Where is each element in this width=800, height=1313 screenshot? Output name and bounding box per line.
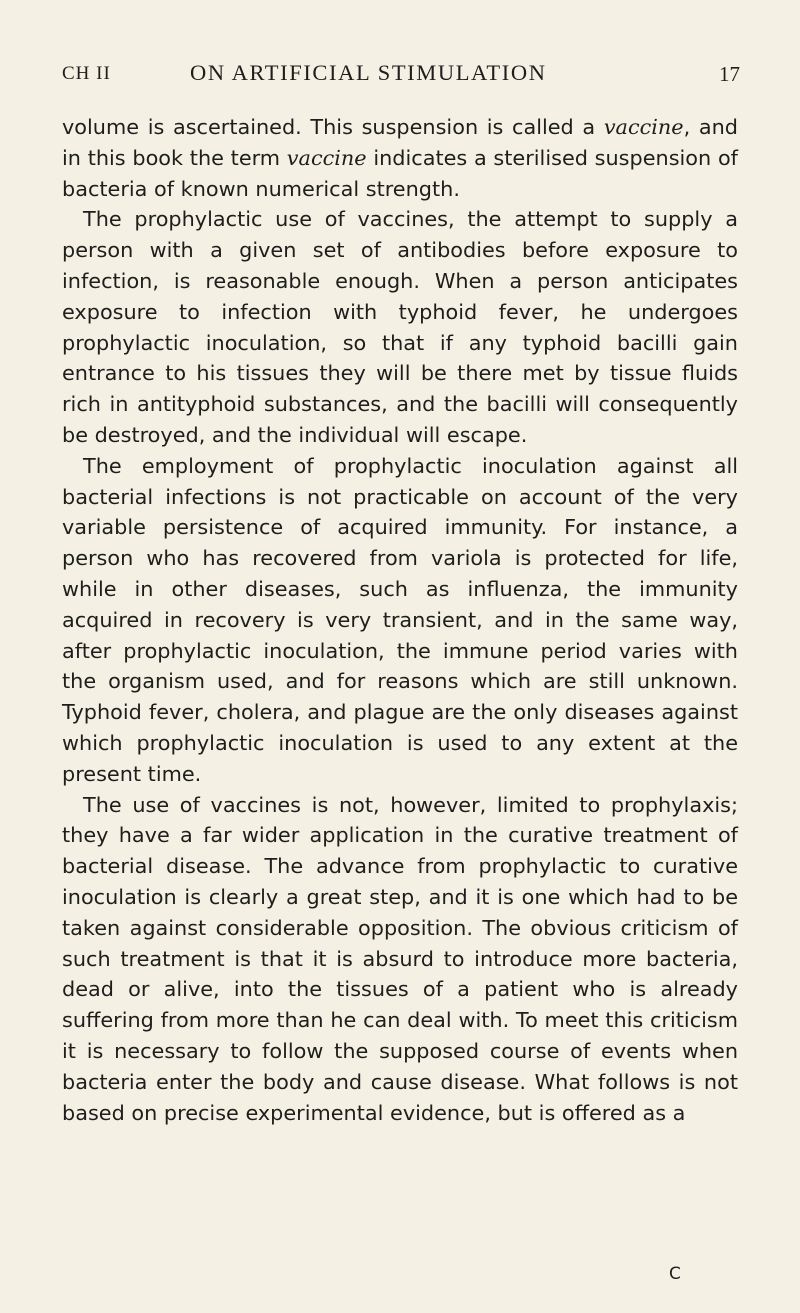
paragraph-1-text-b: , and in this book the term [62, 115, 738, 170]
paragraph-3: The employment of prophylactic inoculation against all bacterial infections is not practicable on account of the very variable persistence of acquired immunity. For instance, a person who has recovered from variola is protected for life, while in other diseases, such as influenza, the immunity acquired in recovery is very transient, and in the same way, after prophylactic inoculation, the immune period varies with the organism used, and for reasons which are still unknown. Typhoid fever, cholera, and plague are the only diseases against which prophylactic inoculation is used to any extent at the present time. [62, 453, 738, 786]
paragraph-1-text-a: volume is ascertained. This suspension is called a [62, 115, 604, 139]
paragraph-4: The use of vaccines is not, however, limited to prophylaxis; they have a far wider application in the curative treatment of bacterial disease. The advance from prophylactic to curative inoculation is clearly a great step, and it is one which had to be taken against considerable opposition. The obvious criticism of such treatment is that it is absurd to introduce more bacteria, dead or alive, into the tissues of a patient who is already suffering from more than he can deal with. To meet this criticism it is necessary to follow the supposed course of events when bacteria enter the body and cause disease. What follows is not based on precise experimental evidence, but is offered as a [62, 792, 738, 1125]
term-vaccine: vaccine [603, 115, 684, 139]
paragraph-2: The prophylactic use of vaccines, the attempt to supply a person with a given set of antibodies before exposure to infection, is reasonable enough. When a person anticipates exposure to infection with typhoid fever, he undergoes prophylactic inoculation, so that if any typhoid bacilli gain entrance to his tissues they will be there met by tissue fluids rich in antityphoid substances, and the bacilli will consequently be destroyed, and the individual will escape. [62, 207, 738, 447]
signature-mark: C [669, 1264, 682, 1284]
running-header [62, 60, 740, 90]
chapter-title: ON ARTIFICIAL STIMULATION [190, 60, 547, 85]
paragraph-1 [62, 112, 738, 204]
body-text [62, 112, 738, 1128]
term-vaccine-2: vaccine [286, 145, 367, 170]
paragraph-1-text-c: indicates a sterilised suspension of bacteria of known numerical strength. [62, 145, 738, 201]
page-number: 17 [719, 62, 740, 86]
chapter-label: CH II [62, 63, 111, 84]
